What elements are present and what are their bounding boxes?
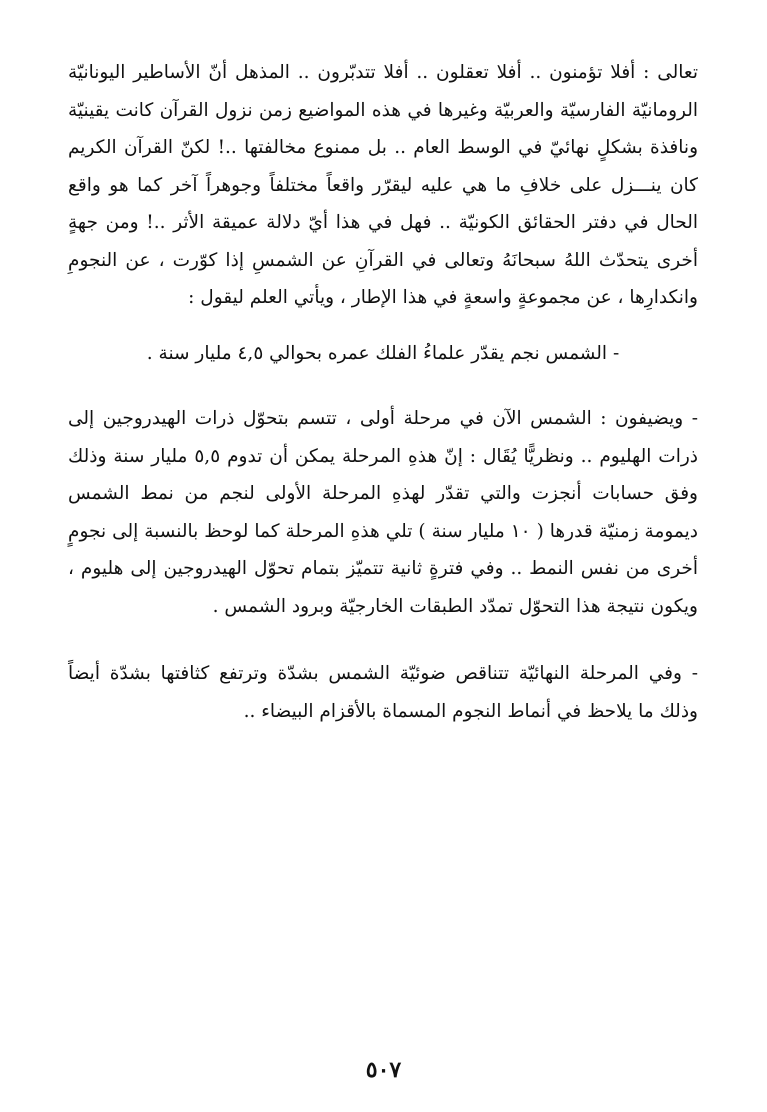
paragraph-intro: تعالى : أفلا تؤمنون .. أفلا تعقلون .. أفلا تتدبّرون .. المذهل أنّ الأساطير اليونانيّة الرومانيّة الفارسيّة والعربيّة وغيرها في هذه المواضيع زمن نزول القرآن كانت يقينيّة ونافذة بشكلٍ نهائيّ في الوسط العام .. بل ممنوع مخالفتها ..! لكنّ القرآن الكريم كان ينـــزل على خلافِ ما هي عليه ليقرّر واقعاً مختلفاً وجوهراً آخر كما هو واقع الحال في دفتر الحقائق الكونيّة .. فهل في هذا أيّ دلالة عميقة الأثر ..! ومن جهةٍ أخرى يتحدّث اللهُ سبحانَهُ وتعالى في القرآنِ عن الشمسِ إذا كوّرت ، عن النجومِ وانكدارِها ، عن مجموعةٍ واسعةٍ في هذا الإطار ، ويأتي العلم ليقول :	[68, 62, 698, 308]
paragraph-final-stage: - وفي المرحلة النهائيّة تتناقص ضوئيّة الشمس بشدّة وترتفع كثافتها بشدّة أيضاً وذلك ما يلاحظ في أنماط النجوم المسماة بالأقزام البيضاء ..	[68, 663, 698, 722]
paragraph-first-stage: - ويضيفون : الشمس الآن في مرحلة أولى ، تتسم بتحوّل ذرات الهيدروجين إلى ذرات الهليوم .. ونظريًّا يُقَال : إنّ هذهِ المرحلة يمكن أن تدوم ٥,٥ مليار سنة وذلك وفق حسابات أنجزت والتي تقدّر لهذهِ المرحلة الأولى لنجم من نمط الشمس ديمومة زمنيّة قدرها ( ١٠ مليار سنة ) تلي هذهِ المرحلة كما لوحظ بالنسبة إلى نجومٍ أخرى من نفس النمط .. وفي فترةٍ ثانية تتميّز بتمام تحوّل الهيدروجين إلى هليوم ، ويكون نتيجة هذا التحوّل تمدّد الطبقات الخارجيّة وبرود الشمس .	[68, 408, 699, 617]
paragraph-spacer	[68, 317, 698, 335]
page-number: ٥٠٧	[365, 1057, 402, 1083]
page-body	[68, 54, 698, 730]
paragraph-sun-age: - الشمس نجم يقدّر علماءُ الفلك عمره بحوالي ٤,٥ مليار سنة .	[146, 342, 620, 364]
paragraph-spacer	[68, 625, 698, 655]
paragraph-spacer	[68, 372, 698, 400]
